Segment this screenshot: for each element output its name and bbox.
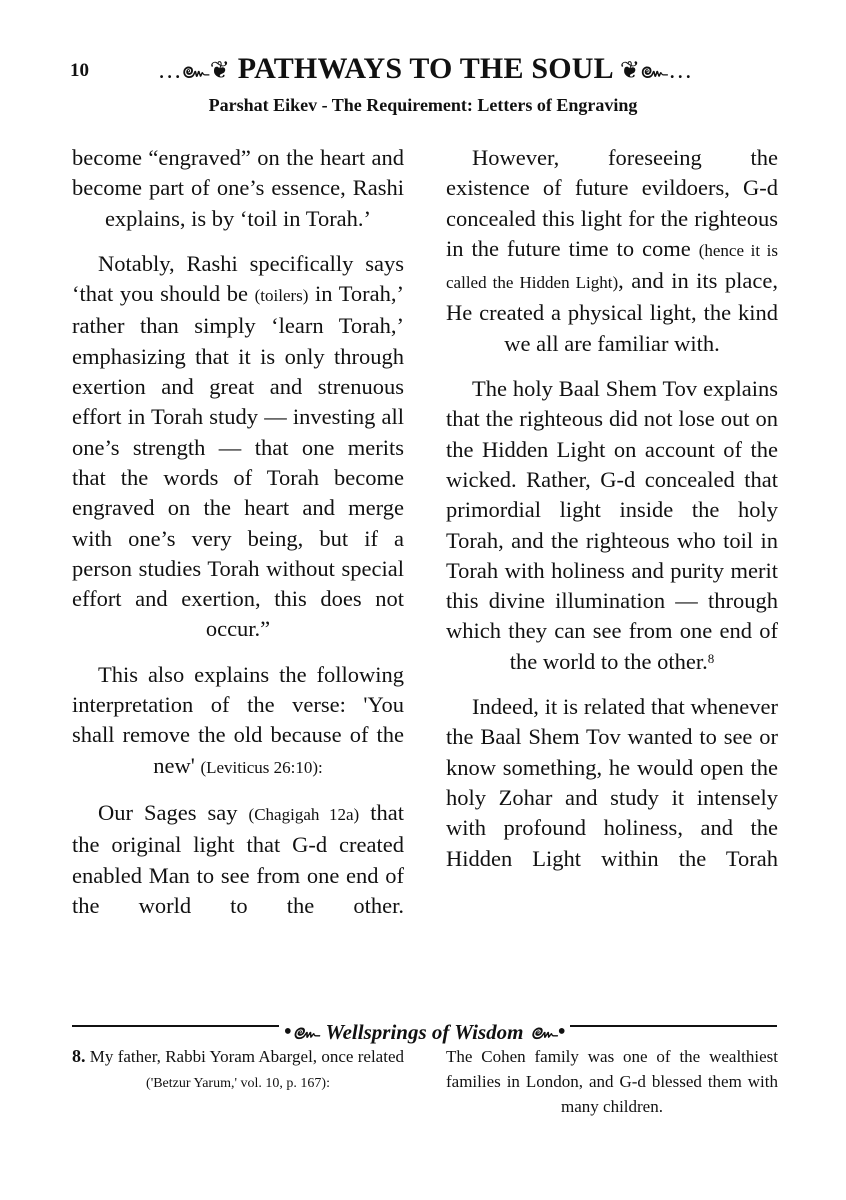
text: Our Sages say [98, 799, 249, 825]
ornament-right-icon: ❦๛… [619, 58, 693, 84]
text: However, foreseeing the existence of future evildoers, G-d concealed this light for the righteous in the future time to come [446, 145, 778, 261]
right-column [446, 143, 778, 889]
text: that the original light that G-d created enabled Man to see from one end of the world to the other. [72, 799, 404, 918]
book-title-text: PATHWAYS TO THE SOUL [237, 52, 613, 85]
text: in Torah,’ rather than simply ‘learn Torah,’ emphasizing that it is only through exertion and great and strenuous effort in Torah study — investing all one’s strength — that one merits that the words of Torah become engraved on the heart and merge with one’s very being, but if a person studies Torah without special effort and exertion, this does not occur.” [72, 281, 404, 642]
chapter-subtitle: Parshat Eikev - The Requirement: Letters of Engraving [208, 95, 638, 115]
text: This also explains the following interpretation of the verse: 'You shall remove the old because of the new' [72, 661, 404, 778]
page-number: 10 [70, 60, 89, 81]
footnote-ref[interactable]: 8 [707, 650, 715, 666]
book-title [130, 50, 720, 89]
ornament-left-icon: …๛❦ [157, 58, 231, 84]
divider-label: Wellsprings of Wisdom [325, 1020, 524, 1044]
text: My father, Rabbi Yoram Abargel, once related [85, 1047, 404, 1066]
ornament-icon: •๛ [283, 1019, 326, 1045]
paragraph [446, 374, 778, 677]
paragraph [72, 798, 404, 921]
paragraph [446, 143, 778, 359]
footnote-8-right: The Cohen family was one of the wealthiest families in London, and G-d blessed them with many children. [446, 1047, 778, 1116]
citation: ('Betzur Yarum,' vol. 10, p. 167): [146, 1076, 330, 1091]
paragraph: become “engraved” on the heart and become part of one’s essence, Rashi explains, is by ‘toil in Torah.’ [72, 145, 404, 231]
footnote-8-left [72, 1044, 404, 1096]
ornament-icon: ๛• [523, 1019, 566, 1045]
text: Notably, Rashi specifically says ‘that you should be [72, 250, 404, 307]
citation: (Chagigah 12a) [248, 804, 360, 824]
paragraph [72, 660, 404, 783]
parenthetical: (hence it is called the Hidden Light) [446, 240, 778, 293]
citation: (Leviticus 26:10): [200, 757, 323, 777]
left-column [72, 143, 404, 936]
footnote-number: 8. [72, 1046, 86, 1066]
paragraph [72, 249, 404, 645]
parenthetical: (toilers) [254, 286, 309, 306]
text: The holy Baal Shem Tov explains that the righteous did not lose out on the Hidden Light on account of the wicked. Rather, G-d concealed that primordial light inside the holy Torah, and the righteous who toil in Torah with holiness and purity merit this divine illumination — through which they can see from one end of the world to the other. [446, 376, 778, 674]
text: , and in its place, He created a physical light, the kind we all are familiar with. [446, 268, 778, 356]
footnote-divider [72, 1013, 777, 1045]
paragraph: Indeed, it is related that whenever the Baal Shem Tov wanted to see or know something, he would open the holy Zohar and study it intensely with profound holiness, and the Hidden Light within the Torah [446, 694, 778, 871]
